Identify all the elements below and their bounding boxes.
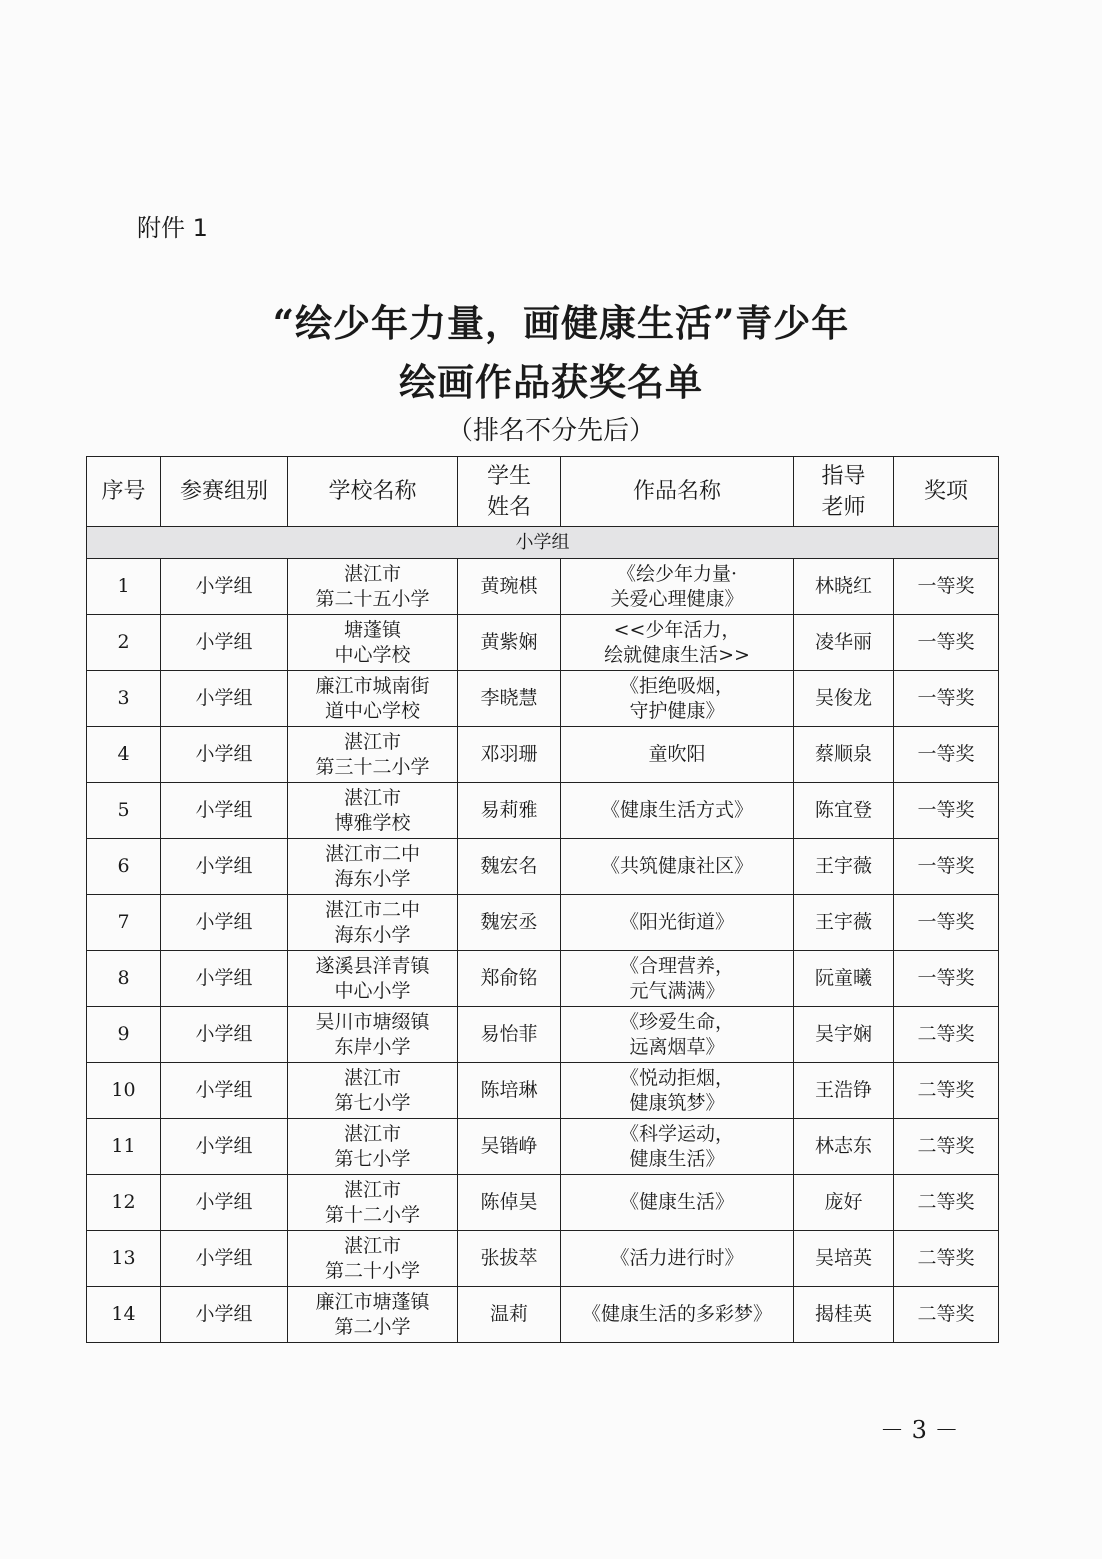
- cell-work-title: 《珍爱生命， 远离烟草》: [561, 1007, 794, 1063]
- cell-teacher: 揭桂英: [794, 1287, 894, 1343]
- cell-award: 一等奖: [894, 783, 999, 839]
- cell-group: 小学组: [161, 1175, 288, 1231]
- document-subtitle: （排名不分先后）: [446, 416, 655, 446]
- cell-award: 一等奖: [894, 615, 999, 671]
- cell-work-title: <<少年活力， 绘就健康生活>>: [561, 615, 794, 671]
- header-group: 参赛组别: [161, 457, 288, 527]
- cell-index: 4: [87, 727, 161, 783]
- cell-group: 小学组: [161, 727, 288, 783]
- cell-school: 湛江市 第二十五小学: [288, 559, 458, 615]
- cell-group: 小学组: [161, 1119, 288, 1175]
- cell-student: 张拔萃: [458, 1231, 561, 1287]
- cell-student: 黄紫娴: [458, 615, 561, 671]
- cell-group: 小学组: [161, 1063, 288, 1119]
- cell-award: 二等奖: [894, 1063, 999, 1119]
- cell-group: 小学组: [161, 783, 288, 839]
- cell-index: 5: [87, 783, 161, 839]
- cell-work-title: 《阳光街道》: [561, 895, 794, 951]
- cell-work-title: 《合理营养， 元气满满》: [561, 951, 794, 1007]
- cell-award: 二等奖: [894, 1119, 999, 1175]
- table-row: [87, 727, 999, 783]
- cell-teacher: 林志东: [794, 1119, 894, 1175]
- cell-teacher: 凌华丽: [794, 615, 894, 671]
- table-row: [87, 1231, 999, 1287]
- group-label: 小学组: [87, 527, 999, 559]
- cell-teacher: 王宇薇: [794, 895, 894, 951]
- cell-index: 6: [87, 839, 161, 895]
- cell-school: 湛江市 第七小学: [288, 1119, 458, 1175]
- table-row: [87, 1063, 999, 1119]
- header-award: 奖项: [894, 457, 999, 527]
- cell-work-title: 《健康生活的多彩梦》: [561, 1287, 794, 1343]
- cell-index: 12: [87, 1175, 161, 1231]
- cell-award: 二等奖: [894, 1175, 999, 1231]
- cell-award: 一等奖: [894, 671, 999, 727]
- cell-award: 二等奖: [894, 1287, 999, 1343]
- table-row: [87, 1007, 999, 1063]
- cell-group: 小学组: [161, 559, 288, 615]
- cell-work-title: 《健康生活》: [561, 1175, 794, 1231]
- cell-index: 1: [87, 559, 161, 615]
- document-title-line2: 绘画作品获奖名单: [399, 360, 703, 404]
- cell-teacher: 吴培英: [794, 1231, 894, 1287]
- cell-award: 一等奖: [894, 895, 999, 951]
- cell-student: 李晓慧: [458, 671, 561, 727]
- cell-school: 湛江市 博雅学校: [288, 783, 458, 839]
- cell-student: 吴锴峥: [458, 1119, 561, 1175]
- cell-teacher: 吴宇娴: [794, 1007, 894, 1063]
- cell-student: 陈培琳: [458, 1063, 561, 1119]
- cell-group: 小学组: [161, 1287, 288, 1343]
- cell-index: 8: [87, 951, 161, 1007]
- cell-award: 二等奖: [894, 1231, 999, 1287]
- cell-index: 9: [87, 1007, 161, 1063]
- cell-work-title: 《共筑健康社区》: [561, 839, 794, 895]
- cell-work-title: 《活力进行时》: [561, 1231, 794, 1287]
- header-work-title: 作品名称: [561, 457, 794, 527]
- cell-teacher: 陈宜登: [794, 783, 894, 839]
- cell-group: 小学组: [161, 895, 288, 951]
- cell-index: 3: [87, 671, 161, 727]
- cell-award: 一等奖: [894, 727, 999, 783]
- cell-teacher: 吴俊龙: [794, 671, 894, 727]
- header-teacher: 指导 老师: [794, 457, 894, 527]
- cell-index: 10: [87, 1063, 161, 1119]
- cell-student: 易怡菲: [458, 1007, 561, 1063]
- cell-student: 魏宏名: [458, 839, 561, 895]
- cell-index: 7: [87, 895, 161, 951]
- cell-student: 黄琬棋: [458, 559, 561, 615]
- cell-student: 温莉: [458, 1287, 561, 1343]
- cell-work-title: 《健康生活方式》: [561, 783, 794, 839]
- cell-index: 2: [87, 615, 161, 671]
- document-title-line1: “绘少年力量，画健康生活”青少年: [272, 301, 850, 345]
- cell-index: 11: [87, 1119, 161, 1175]
- cell-work-title: 《悦动拒烟， 健康筑梦》: [561, 1063, 794, 1119]
- award-table: [86, 456, 999, 1343]
- header-student: 学生 姓名: [458, 457, 561, 527]
- cell-student: 魏宏丞: [458, 895, 561, 951]
- table-row: [87, 895, 999, 951]
- cell-award: 一等奖: [894, 951, 999, 1007]
- cell-group: 小学组: [161, 1007, 288, 1063]
- cell-group: 小学组: [161, 615, 288, 671]
- cell-group: 小学组: [161, 951, 288, 1007]
- cell-teacher: 蔡顺泉: [794, 727, 894, 783]
- cell-student: 陈倬昊: [458, 1175, 561, 1231]
- cell-student: 易莉雅: [458, 783, 561, 839]
- table-row: [87, 1287, 999, 1343]
- table-row: [87, 839, 999, 895]
- cell-award: 一等奖: [894, 559, 999, 615]
- table-row: [87, 1119, 999, 1175]
- attachment-label: 附件 1: [137, 214, 208, 242]
- cell-school: 湛江市 第十二小学: [288, 1175, 458, 1231]
- header-school: 学校名称: [288, 457, 458, 527]
- cell-group: 小学组: [161, 671, 288, 727]
- group-row: [87, 527, 999, 559]
- cell-school: 湛江市二中 海东小学: [288, 895, 458, 951]
- cell-teacher: 庞好: [794, 1175, 894, 1231]
- table-row: [87, 1175, 999, 1231]
- cell-teacher: 阮童曦: [794, 951, 894, 1007]
- table-row: [87, 615, 999, 671]
- cell-group: 小学组: [161, 839, 288, 895]
- table-row: [87, 951, 999, 1007]
- cell-school: 廉江市城南街 道中心学校: [288, 671, 458, 727]
- cell-school: 吴川市塘缀镇 东岸小学: [288, 1007, 458, 1063]
- cell-teacher: 林晓红: [794, 559, 894, 615]
- cell-school: 湛江市 第七小学: [288, 1063, 458, 1119]
- cell-work-title: 童吹阳: [561, 727, 794, 783]
- header-index: 序号: [87, 457, 161, 527]
- cell-index: 13: [87, 1231, 161, 1287]
- cell-student: 郑俞铭: [458, 951, 561, 1007]
- cell-index: 14: [87, 1287, 161, 1343]
- cell-group: 小学组: [161, 1231, 288, 1287]
- cell-teacher: 王宇薇: [794, 839, 894, 895]
- cell-school: 遂溪县洋青镇 中心小学: [288, 951, 458, 1007]
- cell-work-title: 《科学运动， 健康生活》: [561, 1119, 794, 1175]
- cell-award: 一等奖: [894, 839, 999, 895]
- cell-school: 湛江市 第二十小学: [288, 1231, 458, 1287]
- cell-work-title: 《拒绝吸烟， 守护健康》: [561, 671, 794, 727]
- cell-school: 塘蓬镇 中心学校: [288, 615, 458, 671]
- cell-work-title: 《绘少年力量· 关爱心理健康》: [561, 559, 794, 615]
- table-row: [87, 783, 999, 839]
- cell-school: 湛江市二中 海东小学: [288, 839, 458, 895]
- cell-school: 廉江市塘蓬镇 第二小学: [288, 1287, 458, 1343]
- cell-teacher: 王浩铮: [794, 1063, 894, 1119]
- table-row: [87, 559, 999, 615]
- cell-student: 邓羽珊: [458, 727, 561, 783]
- table-row: [87, 671, 999, 727]
- table-header-row: [87, 457, 999, 527]
- cell-school: 湛江市 第三十二小学: [288, 727, 458, 783]
- page-number: － 3 －: [880, 1416, 959, 1444]
- cell-award: 二等奖: [894, 1007, 999, 1063]
